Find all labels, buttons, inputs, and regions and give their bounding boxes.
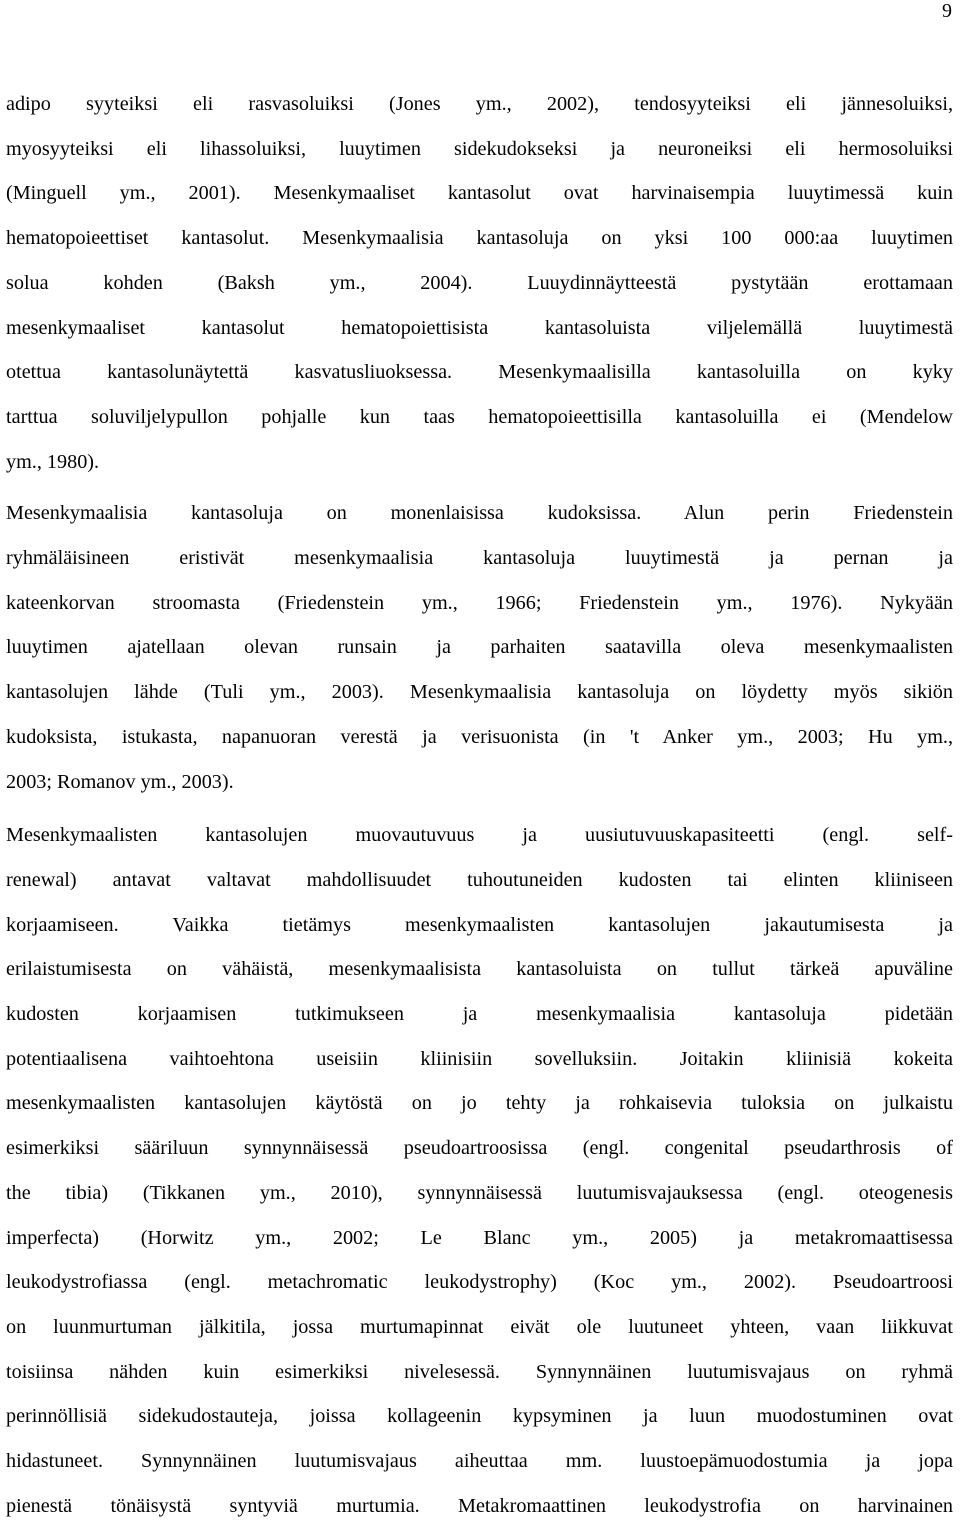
text-line: luuytimen ajatellaan olevan runsain ja parhaiten saatavilla oleva mesenkymaalisten: [6, 636, 953, 659]
paragraph-3: [6, 813, 953, 1528]
text-line: leukodystrofiassa (engl. metachromatic leukodystrophy) (Koc ym., 2002). Pseudoartroosi: [6, 1271, 953, 1294]
text-line: kateenkorvan stroomasta (Friedenstein ym., 1966; Friedenstein ym., 1976). Nykyään: [6, 591, 953, 614]
text-line: hematopoieettiset kantasolut. Mesenkymaalisia kantasoluja on yksi 100 000:aa luuytimen: [6, 227, 953, 250]
text-line: 2003; Romanov ym., 2003).: [6, 770, 234, 793]
text-line: korjaamiseen. Vaikka tietämys mesenkymaalisten kantasolujen jakautumisesta ja: [6, 913, 953, 936]
text-line: (Minguell ym., 2001). Mesenkymaaliset kantasolut ovat harvinaisempia luuytimessä kuin: [6, 182, 953, 205]
body-text: [6, 82, 953, 1529]
text-line: perinnöllisiä sidekudostauteja, joissa kollageenin kypsyminen ja luun muodostuminen ovat: [6, 1405, 953, 1428]
text-line: the tibia) (Tikkanen ym., 2010), synnynnäisessä luutumisvajauksessa (engl. oteogenesis: [6, 1181, 953, 1204]
text-line: kantasolujen lähde (Tuli ym., 2003). Mesenkymaalisia kantasoluja on löydetty myös sikiön: [6, 681, 953, 704]
text-line: ryhmäläisineen eristivät mesenkymaalisia kantasoluja luuytimestä ja pernan ja: [6, 547, 953, 570]
text-line: toisiinsa nähden kuin esimerkiksi nivelesessä. Synnynnäinen luutumisvajaus on ryhmä: [6, 1360, 953, 1383]
text-line: otettua kantasolunäytettä kasvatusliuoksessa. Mesenkymaalisilla kantasoluilla on kyky: [6, 361, 953, 384]
page-number: 9: [942, 0, 952, 22]
text-line: renewal) antavat valtavat mahdollisuudet tuhoutuneiden kudosten tai elinten kliiniseen: [6, 868, 953, 891]
text-line: imperfecta) (Horwitz ym., 2002; Le Blanc ym., 2005) ja metakromaattisessa: [6, 1226, 953, 1249]
text-line: esimerkiksi sääriluun synnynnäisessä pseudoartroosissa (engl. congenital pseudarthrosis of: [6, 1137, 953, 1160]
paragraph-1: [6, 82, 953, 484]
text-line: adipo syyteiksi eli rasvasoluiksi (Jones ym., 2002), tendosyyteiksi eli jännesoluiksi,: [6, 93, 953, 115]
text-line: kudoksista, istukasta, napanuoran verestä ja verisuonista (in 't Anker ym., 2003; Hu ym.,: [6, 725, 953, 748]
text-line: mesenkymaaliset kantasolut hematopoiettisista kantasoluista viljelemällä luuytimestä: [6, 316, 953, 339]
text-line: tarttua soluviljelypullon pohjalle kun taas hematopoieettisilla kantasoluilla ei (Mendelow: [6, 405, 953, 428]
text-line: ym., 1980).: [6, 450, 100, 473]
paragraph-2: [6, 491, 953, 804]
text-line: hidastuneet. Synnynnäinen luutumisvajaus aiheuttaa mm. luustoepämuodostumia ja jopa: [6, 1450, 953, 1473]
text-line: Mesenkymaalisia kantasoluja on monenlaisissa kudoksissa. Alun perin Friedenstein: [6, 502, 953, 525]
text-line: kudosten korjaamisen tutkimukseen ja mesenkymaalisia kantasoluja pidetään: [6, 1003, 953, 1026]
text-line: solua kohden (Baksh ym., 2004). Luuydinnäytteestä pystytään erottamaan: [6, 271, 953, 294]
text-line: mesenkymaalisten kantasolujen käytöstä on jo tehty ja rohkaisevia tuloksia on julkaistu: [6, 1092, 953, 1115]
text-line: pienestä tönäisystä syntyviä murtumia. Metakromaattinen leukodystrofia on harvinainen: [6, 1494, 953, 1517]
text-line: myosyyteiksi eli lihassoluiksi, luuytimen sidekudokseksi ja neuroneiksi eli hermosoluiksi: [6, 137, 953, 160]
text-line: potentiaalisena vaihtoehtona useisiin kliinisiin sovelluksiin. Joitakin kliinisiä kokeita: [6, 1047, 953, 1070]
text-line: on luunmurtuman jälkitila, jossa murtumapinnat eivät ole luutuneet yhteen, vaan liikkuvat: [6, 1315, 953, 1338]
text-line: Mesenkymaalisten kantasolujen muovautuvuus ja uusiutuvuuskapasiteetti (engl. self-: [6, 824, 953, 847]
text-line: erilaistumisesta on vähäistä, mesenkymaalisista kantasoluista on tullut tärkeä apuväline: [6, 958, 953, 981]
